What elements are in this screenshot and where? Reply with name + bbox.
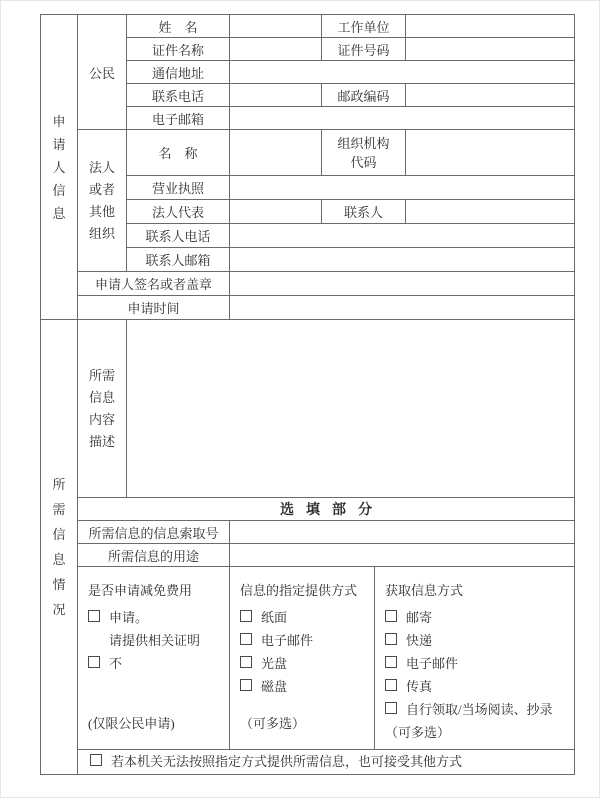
org-code-value-cell[interactable] [406, 130, 575, 176]
email-value-cell[interactable] [230, 107, 575, 130]
org-name-value-cell[interactable] [230, 130, 322, 176]
checkbox-icon[interactable] [240, 610, 252, 622]
description-value-cell[interactable] [127, 320, 575, 498]
postcode-label: 邮政编码 [322, 84, 406, 107]
provide-method-title: 信息的指定提供方式 [240, 583, 358, 598]
checkbox-icon[interactable] [385, 702, 397, 714]
obtain-method-title: 获取信息方式 [385, 583, 464, 598]
checkbox-icon[interactable] [385, 610, 397, 622]
signature-value-cell[interactable] [230, 272, 575, 296]
fee-waiver-footnote: (仅限公民申请) [88, 716, 175, 731]
obtain-option-mail-label: 邮寄 [406, 610, 433, 625]
contact-email-label: 联系人邮箱 [127, 248, 230, 272]
email-label: 电子邮箱 [127, 107, 230, 130]
checkbox-icon[interactable] [385, 679, 397, 691]
contact-label: 联系人 [322, 200, 406, 224]
cert-name-label: 证件名称 [127, 38, 230, 61]
provide-option-disk[interactable] [240, 675, 368, 698]
required-info-side-label: 所需信息情况 [52, 477, 66, 617]
purpose-label: 所需信息的用途 [78, 544, 230, 567]
fee-waiver-title: 是否申请减免费用 [88, 583, 193, 598]
cert-no-value-cell[interactable] [406, 38, 575, 61]
obtain-option-email-label: 电子邮件 [406, 656, 459, 671]
applicant-side-label-cell [41, 15, 78, 320]
index-no-value-cell[interactable] [230, 521, 575, 544]
checkbox-icon[interactable] [240, 633, 252, 645]
fee-option-apply-note: 请提供相关证明 [109, 633, 201, 648]
provide-option-disk-label: 磁盘 [261, 679, 288, 694]
checkbox-icon[interactable] [240, 656, 252, 668]
postcode-value-cell[interactable] [406, 84, 575, 107]
fee-option-no-label: 不 [109, 656, 123, 671]
purpose-value-cell[interactable] [230, 544, 575, 567]
provide-option-cd[interactable] [240, 652, 368, 675]
contact-email-value-cell[interactable] [230, 248, 575, 272]
obtain-option-email[interactable] [385, 652, 568, 675]
obtain-option-self-label: 自行领取/当场阅读、抄录 [406, 702, 553, 717]
fallback-row [78, 750, 575, 775]
description-label-cell [78, 320, 127, 498]
legal-group-label: 法人或者其他组织 [88, 159, 115, 241]
org-code-label-cell [322, 130, 406, 176]
legal-rep-label: 法人代表 [127, 200, 230, 224]
provide-option-email-label: 电子邮件 [261, 633, 314, 648]
optional-section-header: 选填部分 [78, 498, 575, 521]
provide-option-paper-label: 纸面 [261, 610, 288, 625]
cert-name-value-cell[interactable] [230, 38, 322, 61]
fee-waiver-cell [78, 567, 230, 750]
legal-rep-value-cell[interactable] [230, 200, 322, 224]
required-info-table [40, 319, 575, 775]
provide-option-email[interactable] [240, 629, 368, 652]
license-label: 营业执照 [127, 176, 230, 200]
fee-option-apply-label: 申请。 [109, 610, 149, 625]
obtain-option-express-label: 快递 [406, 633, 433, 648]
provide-option-cd-label: 光盘 [261, 656, 288, 671]
checkbox-icon[interactable] [88, 656, 100, 668]
citizen-group-label: 公民 [78, 15, 127, 130]
obtain-option-fax[interactable] [385, 675, 568, 698]
fallback-note: 若本机关无法按照指定方式提供所需信息，也可接受其他方式 [111, 754, 463, 769]
obtain-method-cell [375, 567, 575, 750]
applicant-side-label: 申请人信息 [52, 113, 66, 221]
fee-option-no[interactable] [88, 652, 223, 675]
checkbox-icon[interactable] [385, 656, 397, 668]
fee-option-apply[interactable] [88, 606, 223, 629]
obtain-method-footnote: （可多选） [385, 725, 451, 740]
apply-time-value-cell[interactable] [230, 296, 575, 320]
cert-no-label: 证件号码 [322, 38, 406, 61]
provide-method-footnote: （可多选） [240, 716, 306, 731]
index-no-label: 所需信息的信息索取号 [78, 521, 230, 544]
name-label: 姓 名 [127, 15, 230, 38]
address-label: 通信地址 [127, 61, 230, 84]
application-form [1, 1, 599, 775]
work-unit-value-cell[interactable] [406, 15, 575, 38]
obtain-option-self[interactable] [385, 698, 568, 721]
contact-phone-label: 联系人电话 [127, 224, 230, 248]
phone-label: 联系电话 [127, 84, 230, 107]
legal-group-label-cell [78, 130, 127, 272]
obtain-option-fax-label: 传真 [406, 679, 433, 694]
phone-value-cell[interactable] [230, 84, 322, 107]
required-info-side-label-cell [41, 320, 78, 775]
org-name-label: 名 称 [127, 130, 230, 176]
checkbox-icon[interactable] [90, 754, 102, 766]
apply-time-label: 申请时间 [78, 296, 230, 320]
provide-method-cell [230, 567, 375, 750]
obtain-option-mail[interactable] [385, 606, 568, 629]
applicant-info-table [40, 14, 575, 320]
signature-label: 申请人签名或者盖章 [78, 272, 230, 296]
checkbox-icon[interactable] [240, 679, 252, 691]
contact-phone-value-cell[interactable] [230, 224, 575, 248]
license-value-cell[interactable] [230, 176, 575, 200]
provide-option-paper[interactable] [240, 606, 368, 629]
checkbox-icon[interactable] [385, 633, 397, 645]
contact-value-cell[interactable] [406, 200, 575, 224]
name-value-cell[interactable] [230, 15, 322, 38]
org-code-label: 组织机构代码 [337, 135, 390, 170]
address-value-cell[interactable] [230, 61, 575, 84]
obtain-option-express[interactable] [385, 629, 568, 652]
checkbox-icon[interactable] [88, 610, 100, 622]
work-unit-label: 工作单位 [322, 15, 406, 38]
description-label: 所需信息内容描述 [88, 367, 115, 449]
